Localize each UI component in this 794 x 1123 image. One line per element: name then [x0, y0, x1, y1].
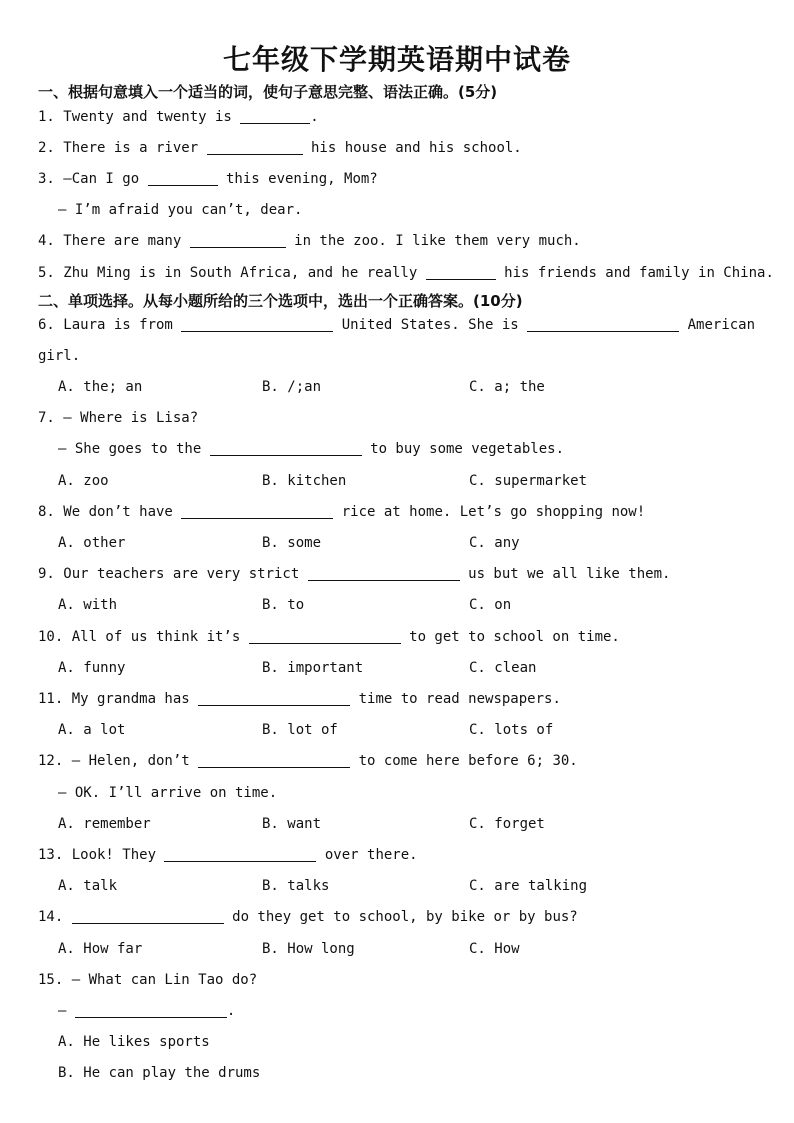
option-a[interactable]: A. with [58, 597, 118, 613]
option-a[interactable]: A. He likes sports [58, 1034, 210, 1050]
option-c[interactable]: C. supermarket [469, 473, 588, 489]
question-10: 10. All of us think it’s to get to school on time. [38, 629, 620, 645]
question-11: 11. My grandma has time to read newspapers. [38, 691, 561, 707]
option-b[interactable]: B. important [262, 660, 364, 676]
question-8: 8. We don’t have rice at home. Let’s go shopping now! [38, 504, 646, 520]
question-3: 3. —Can I go this evening, Mom? [38, 171, 378, 187]
question-12-reply: — OK. I’ll arrive on time. [58, 785, 278, 801]
option-c[interactable]: C. lots of [469, 722, 554, 738]
option-a[interactable]: A. a lot [58, 722, 126, 738]
answer-blank[interactable] [240, 109, 310, 124]
option-b[interactable]: B. lot of [262, 722, 338, 738]
option-c[interactable]: C. any [469, 535, 520, 551]
answer-blank[interactable] [181, 317, 333, 332]
question-3-reply: — I’m afraid you can’t, dear. [58, 202, 303, 218]
question-14: 14. do they get to school, by bike or by bus? [38, 909, 578, 925]
answer-blank[interactable] [308, 566, 460, 581]
question-15: 15. — What can Lin Tao do? [38, 972, 258, 988]
option-b[interactable]: B. some [262, 535, 322, 551]
option-a[interactable]: A. other [58, 535, 126, 551]
answer-blank[interactable] [148, 171, 218, 186]
option-c[interactable]: C. on [469, 597, 512, 613]
question-2: 2. There is a river his house and his school. [38, 140, 522, 156]
option-a[interactable]: A. remember [58, 816, 151, 832]
answer-blank[interactable] [527, 317, 679, 332]
option-c[interactable]: C. forget [469, 816, 545, 832]
option-c[interactable]: C. are talking [469, 878, 588, 894]
answer-blank[interactable] [198, 753, 350, 768]
option-c[interactable]: C. How [469, 941, 520, 957]
question-4: 4. There are many in the zoo. I like them very much. [38, 233, 581, 249]
answer-blank[interactable] [426, 265, 496, 280]
question-12: 12. — Helen, don’t to come here before 6; 30. [38, 753, 578, 769]
question-6-continued: girl. [38, 348, 81, 364]
option-b[interactable]: B. He can play the drums [58, 1065, 261, 1081]
question-5: 5. Zhu Ming is in South Africa, and he really his friends and family in China. [38, 265, 774, 281]
page-title: 七年级下学期英语期中试卷 [222, 43, 571, 76]
option-b[interactable]: B. to [262, 597, 305, 613]
question-9: 9. Our teachers are very strict us but we all like them. [38, 566, 671, 582]
section-1-heading: 一、根据句意填入一个适当的词，使句子意思完整、语法正确。(5分) [38, 83, 498, 101]
option-b[interactable]: B. /;an [262, 379, 322, 395]
question-6: 6. Laura is from United States. She is American [38, 317, 756, 333]
option-a[interactable]: A. funny [58, 660, 126, 676]
option-c[interactable]: C. clean [469, 660, 537, 676]
option-b[interactable]: B. How long [262, 941, 355, 957]
option-a[interactable]: A. the; an [58, 379, 143, 395]
answer-blank[interactable] [72, 909, 224, 924]
option-a[interactable]: A. zoo [58, 473, 109, 489]
option-b[interactable]: B. talks [262, 878, 330, 894]
option-b[interactable]: B. want [262, 816, 322, 832]
answer-blank[interactable] [190, 233, 286, 248]
option-b[interactable]: B. kitchen [262, 473, 347, 489]
question-7: 7. — Where is Lisa? [38, 410, 199, 426]
answer-blank[interactable] [210, 441, 362, 456]
answer-blank[interactable] [198, 691, 350, 706]
question-7-reply: — She goes to the to buy some vegetables. [58, 441, 565, 457]
answer-blank[interactable] [207, 140, 303, 155]
answer-blank[interactable] [164, 847, 316, 862]
question-1: 1. Twenty and twenty is . [38, 109, 319, 125]
question-13: 13. Look! They over there. [38, 847, 418, 863]
option-a[interactable]: A. talk [58, 878, 118, 894]
option-c[interactable]: C. a; the [469, 379, 545, 395]
section-2-heading: 二、单项选择。从每小题所给的三个选项中，选出一个正确答案。(10分) [38, 292, 523, 310]
answer-blank[interactable] [249, 629, 401, 644]
question-15-reply: — . [58, 1003, 236, 1019]
answer-blank[interactable] [181, 504, 333, 519]
answer-blank[interactable] [75, 1003, 227, 1018]
option-a[interactable]: A. How far [58, 941, 143, 957]
